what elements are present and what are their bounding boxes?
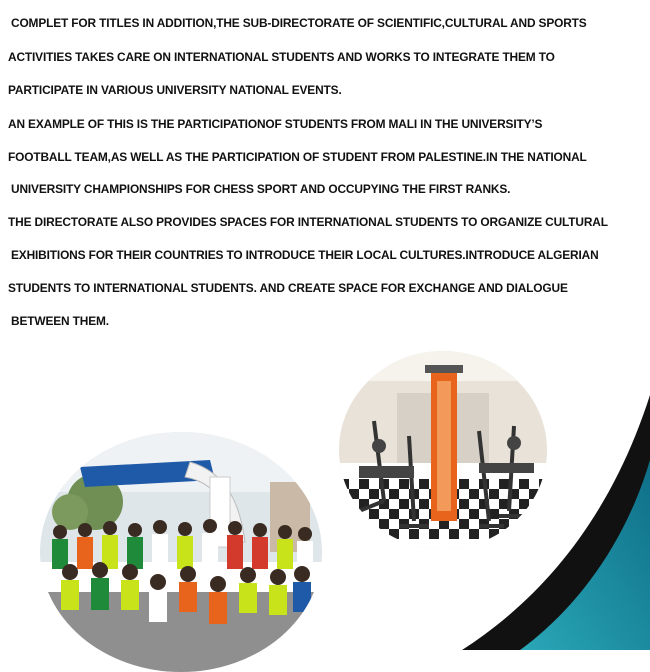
race-group-photo [40, 432, 322, 672]
text-line: ACTIVITIES TAKES CARE ON INTERNATIONAL STUDENTS AND WORKS TO INTEGRATE THEM TO [8, 50, 555, 64]
text-line: UNIVERSITY CHAMPIONSHIPS FOR CHESS SPORT AND OCCUPYING THE FIRST RANKS. [11, 182, 511, 196]
text-line: THE DIRECTORATE ALSO PROVIDES SPACES FOR INTERNATIONAL STUDENTS TO ORGANIZE CULTURAL [8, 215, 608, 229]
text-line: AN EXAMPLE OF THIS IS THE PARTICIPATIONOF STUDENTS FROM MALI IN THE UNIVERSITY’S [8, 117, 543, 131]
gym-photo [339, 351, 547, 549]
text-line: COMPLET FOR TITLES IN ADDITION,THE SUB-DIRECTORATE OF SCIENTIFIC,CULTURAL AND SPORTS [11, 16, 587, 30]
text-line: STUDENTS TO INTERNATIONAL STUDENTS. AND CREATE SPACE FOR EXCHANGE AND DIALOGUE [8, 281, 568, 295]
text-line: PARTICIPATE IN VARIOUS UNIVERSITY NATIONAL EVENTS. [8, 83, 342, 97]
text-line: EXHIBITIONS FOR THEIR COUNTRIES TO INTRODUCE THEIR LOCAL CULTURES.INTRODUCE ALGERIAN [11, 248, 599, 262]
text-line: FOOTBALL TEAM,AS WELL AS THE PARTICIPATION OF STUDENT FROM PALESTINE.IN THE NATIONAL [8, 150, 587, 164]
text-line: BETWEEN THEM. [11, 314, 109, 328]
